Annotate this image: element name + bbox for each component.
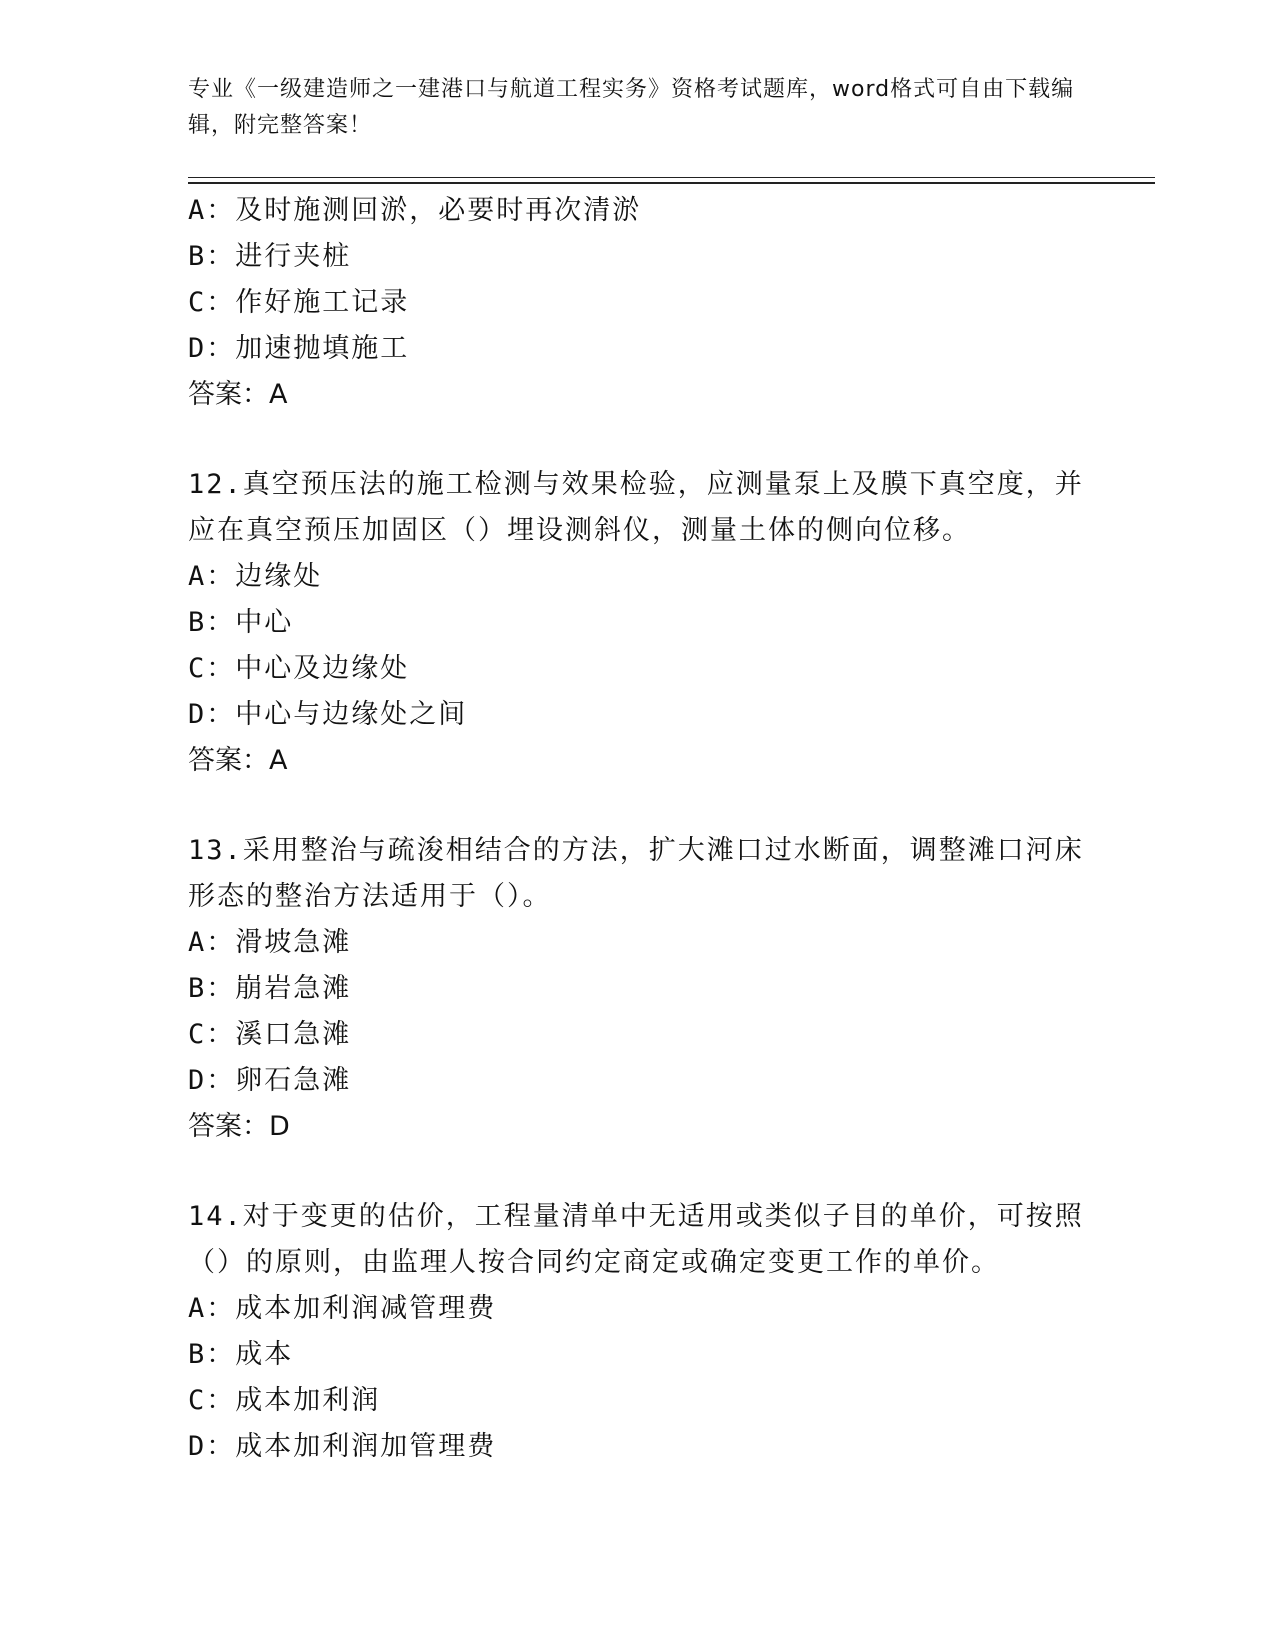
question-list (188, 188, 1088, 1470)
question-stem: 13.采用整治与疏浚相结合的方法，扩大滩口过水断面，调整滩口河床形态的整治方法适用于（）。 (188, 835, 1084, 912)
question-14 (188, 1194, 1088, 1470)
question-stem: 14.对于变更的估价，工程量清单中无适用或类似子目的单价，可按照（）的原则，由监理人按合同约定商定或确定变更工作的单价。 (188, 1201, 1084, 1278)
question-13 (188, 828, 1088, 1150)
question-12 (188, 462, 1088, 784)
option-c: C：作好施工记录 (188, 287, 410, 318)
option-b: B：中心 (188, 607, 294, 638)
answer-label: 答案：A (188, 745, 288, 776)
option-d: D：中心与边缘处之间 (188, 699, 468, 730)
header-divider-thin (188, 177, 1155, 178)
option-c: C：溪口急滩 (188, 1019, 352, 1050)
question-stem: 12.真空预压法的施工检测与效果检验，应测量泵上及膜下真空度，并应在真空预压加固区（）埋设测斜仪，测量土体的侧向位移。 (188, 469, 1084, 546)
option-c: C：成本加利润 (188, 1385, 381, 1416)
option-b: B：崩岩急滩 (188, 973, 352, 1004)
question-continued (188, 188, 1088, 418)
option-a: A：成本加利润减管理费 (188, 1293, 497, 1324)
answer-label: 答案：D (188, 1111, 290, 1142)
option-b: B：成本 (188, 1339, 294, 1370)
option-d: D：成本加利润加管理费 (188, 1431, 497, 1462)
option-a: A：滑坡急滩 (188, 927, 352, 958)
header-divider-thick (188, 182, 1155, 184)
option-c: C：中心及边缘处 (188, 653, 410, 684)
option-d: D：卵石急滩 (188, 1065, 352, 1096)
option-a: A：及时施测回淤，必要时再次清淤 (188, 195, 642, 226)
answer-label: 答案：A (188, 379, 288, 410)
document-header: 专业《一级建造师之一建港口与航道工程实务》资格考试题库，word格式可自由下载编辑，附完整答案！ (188, 77, 1075, 138)
option-d: D：加速抛填施工 (188, 333, 410, 364)
option-a: A：边缘处 (188, 561, 323, 592)
option-b: B：进行夹桩 (188, 241, 352, 272)
